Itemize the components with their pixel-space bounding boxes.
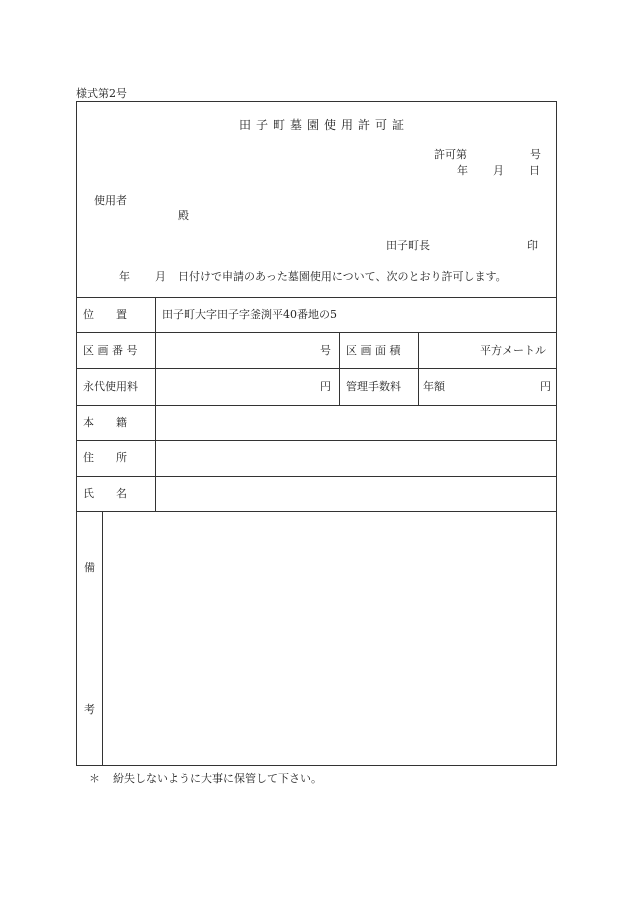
date-day: 日	[529, 164, 540, 177]
domicile-label: 本 籍	[83, 416, 127, 429]
name-label: 氏 名	[83, 487, 127, 500]
location-value: 田子町大字田子字釜渕平40番地の5	[162, 308, 337, 321]
permit-form	[76, 101, 557, 766]
remarks-label-bottom: 考	[84, 703, 95, 716]
plot-area-unit: 平方メートル	[480, 344, 546, 357]
seal-label: 印	[527, 239, 538, 252]
perpetual-fee-unit: 円	[320, 380, 331, 393]
date-month: 月	[493, 164, 504, 177]
plot-number-label: 区 画 番 号	[83, 344, 138, 357]
plot-number-unit: 号	[320, 344, 331, 357]
footnote-mark: ＊	[89, 772, 100, 785]
form-number: 様式第2号	[76, 87, 127, 100]
statement-year: 年	[119, 270, 130, 283]
annual-unit: 円	[540, 380, 551, 393]
plot-area-label: 区 画 面 積	[346, 344, 401, 357]
perpetual-fee-label: 永代使用料	[83, 380, 138, 393]
permit-number-label: 許可第	[434, 148, 467, 161]
remarks-label-top: 備	[84, 561, 95, 574]
date-year: 年	[457, 164, 468, 177]
mayor-label: 田子町長	[386, 239, 430, 252]
address-label: 住 所	[83, 451, 127, 464]
statement-month: 月	[155, 270, 166, 283]
location-label: 位 置	[83, 308, 127, 321]
footnote-text: 紛失しないように大事に保管して下さい。	[113, 772, 322, 785]
management-fee-label: 管理手数料	[346, 380, 401, 393]
statement-text: 日付けで申請のあった墓園使用について、次のとおり許可します。	[178, 270, 507, 283]
permit-number-suffix: 号	[530, 148, 541, 161]
form-title: 田子町墓園使用許可証	[239, 118, 410, 132]
user-label: 使用者	[94, 194, 127, 207]
honorific: 殿	[178, 209, 189, 222]
annual-label: 年額	[423, 380, 445, 393]
